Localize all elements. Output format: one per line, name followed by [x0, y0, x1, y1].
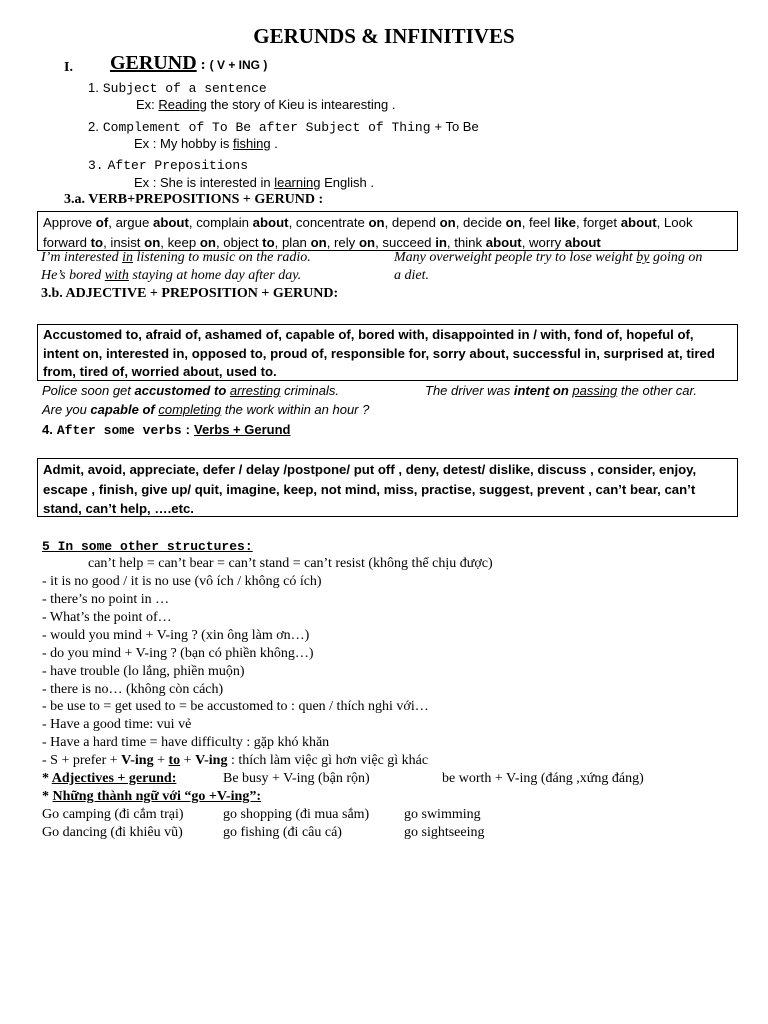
adjective-phrase: capable of [90, 402, 155, 417]
adjective-busy: Be busy + V-ing (bận rộn) [223, 771, 370, 786]
adjective-preposition-box: Accustomed to, afraid of, ashamed of, capable of, bored with, disappointed in / with, fond of, hopeful of, intent on, interested in, opposed to, proud of, responsible for, sorry about, successful in, surprised at, tired from, tired of, worried about, used to. [37, 324, 738, 381]
item-3-number: 3. [88, 158, 104, 173]
heading-4 [42, 421, 290, 439]
preposition: about [620, 215, 657, 230]
example-3a-2 [41, 268, 301, 284]
gerund: arresting [229, 383, 281, 398]
structure-line-7: - there is no… (không còn cách) [42, 682, 224, 697]
verbs-gerund-label: Verbs + Gerund [194, 422, 291, 437]
item-3 [88, 156, 248, 174]
adjective-phrase: on [549, 383, 569, 398]
preposition: about [485, 235, 522, 250]
heading-3b: 3.b. ADJECTIVE + PREPOSITION + GERUND: [41, 286, 339, 301]
verb-text: , complain [188, 215, 253, 230]
text: listening to music on the radio. [133, 250, 311, 265]
v-ing: V-ing [121, 753, 154, 768]
section-number: 4. [42, 422, 53, 437]
preposition: in [435, 235, 447, 250]
example-3a-3-cont: a diet. [394, 268, 429, 283]
preposition: about [564, 235, 601, 250]
v-ing: V-ing [195, 753, 228, 768]
example-gerund: Reading [158, 97, 207, 112]
idioms-heading [42, 789, 261, 805]
go-item: Go dancing (đi khiêu vũ) [42, 825, 183, 840]
structure-line-2: - there’s no point in … [42, 592, 170, 607]
preposition: to [90, 235, 104, 250]
example-rest: English . [324, 175, 374, 190]
preposition: on [144, 235, 161, 250]
gerund-heading: GERUND [110, 52, 197, 74]
preposition: on [439, 215, 456, 230]
structure-line-9: - Have a good time: vui vẻ [42, 717, 192, 732]
example-prefix: Ex : My hobby is [134, 136, 230, 151]
text: staying at home day after day. [128, 268, 302, 283]
verb-text: Approve [43, 215, 96, 230]
verbs-gerund-box: Admit, avoid, appreciate, defer / delay /postpone/ put off , deny, detest/ dislike, discuss , consider, enjoy, escape , finish, give up/ quit, imagine, keep, not mind, miss, practise, suggest, prevent , can’t bear, can’t stand, can’t help, ….etc. [37, 458, 738, 517]
colon: : [185, 422, 191, 437]
structure-line-10: - Have a hard time = have difficulty : gặp khó khăn [42, 735, 330, 750]
go-item: go fishing (đi câu cá) [223, 825, 342, 840]
preposition: like [553, 215, 576, 230]
verb-text: , decide [455, 215, 506, 230]
text: : thích làm việc gì hơn việc gì khác [227, 753, 429, 768]
structure-line-0: can’t help = can’t bear = can’t stand = can’t resist (không thể chịu được) [88, 556, 493, 571]
preposition: to [262, 235, 275, 250]
section-label: After some verbs [56, 423, 182, 438]
example-3a-1 [41, 250, 311, 266]
example-prefix: Ex: [136, 97, 155, 112]
example-gerund: fishing [233, 136, 271, 151]
preposition: on [368, 215, 385, 230]
preposition: of [95, 215, 109, 230]
preposition: on [199, 235, 216, 250]
preposition: with [104, 268, 129, 283]
bullet-star: * [42, 771, 52, 786]
verb-text: , concentrate [288, 215, 369, 230]
go-item: Go camping (đi cắm trại) [42, 807, 184, 822]
item-1-number: 1. [88, 80, 99, 95]
example-rest: . [274, 136, 278, 151]
section-heading-row [110, 52, 267, 75]
preposition: about [152, 215, 189, 230]
text: Are you [42, 402, 91, 417]
item-2-label-tail: + To Be [434, 119, 479, 134]
text: criminals. [280, 383, 339, 398]
structure-line-6: - have trouble (lo lắng, phiền muộn) [42, 664, 245, 679]
example-rest: the story of Kieu is intearesting . [210, 97, 396, 112]
item-2-number: 2. [88, 119, 99, 134]
structure-line-4: - would you mind + V-ing ? (xin ông làm ơn…) [42, 628, 310, 643]
heading-colon: : [200, 57, 206, 73]
adjectives-gerund-label: Adjectives + gerund: [51, 771, 177, 786]
verb-text: , argue [108, 215, 153, 230]
item-3-example [134, 175, 374, 190]
item-3-label: After Prepositions [107, 158, 249, 173]
item-2-label: Complement of To Be after Subject of Thing [102, 120, 431, 135]
text: Police soon get [42, 383, 135, 398]
verb-text: , Look forward [43, 215, 693, 250]
go-item: go swimming [404, 807, 481, 822]
text: I’m interested [41, 250, 123, 265]
example-prefix: Ex : She is interested in [134, 175, 271, 190]
preposition: about [252, 215, 289, 230]
bullet-star: * [42, 789, 53, 804]
verb-text: , insist [103, 235, 145, 250]
adjective-phrase: inten [513, 383, 545, 398]
verb-text: , feel [521, 215, 554, 230]
gerund: passing [572, 383, 618, 398]
verb-text: , forget [575, 215, 621, 230]
item-2-example [134, 136, 278, 151]
structure-line-3: - What’s the point of… [42, 610, 172, 625]
text: going on [649, 250, 703, 265]
to: to [168, 753, 181, 768]
preposition: on [505, 215, 522, 230]
text: Many overweight people try to lose weight [394, 250, 637, 265]
preposition: in [122, 250, 134, 265]
item-1 [88, 79, 267, 97]
preposition: by [636, 250, 650, 265]
heading-5: 5 In some other structures: [42, 539, 253, 554]
prefer-structure [42, 753, 428, 769]
verb-text: , plan [274, 235, 311, 250]
example-3b-2 [425, 383, 697, 398]
example-gerund: learning [274, 175, 321, 190]
text: - S + prefer + [42, 753, 122, 768]
text: + [180, 753, 196, 768]
verb-text: , succeed [375, 235, 436, 250]
page-title: GERUNDS & INFINITIVES [253, 24, 515, 48]
verb-text: , worry [521, 235, 565, 250]
verb-text: , object [215, 235, 263, 250]
verb-text: , rely [326, 235, 359, 250]
adjective-phrase: accustomed to [134, 383, 227, 398]
gerund: completing [158, 402, 222, 417]
item-2 [88, 118, 479, 136]
go-item: go shopping (đi mua sắm) [223, 807, 370, 822]
text: the other car. [617, 383, 697, 398]
example-3b-1 [42, 383, 339, 398]
adjective-phrase: t [544, 383, 550, 398]
verb-text: , depend [384, 215, 440, 230]
adjectives-gerund-row [42, 771, 176, 787]
item-1-example [136, 97, 395, 112]
example-3a-3 [394, 250, 702, 266]
structure-line-8: - be use to = get used to = be accustomed to : quen / thích nghi với… [42, 699, 429, 714]
verb-text: , think [446, 235, 486, 250]
example-3b-3 [42, 402, 369, 417]
section-numeral: I. [64, 60, 73, 75]
heading-3a: 3.a. VERB+PREPOSITIONS + GERUND : [64, 192, 324, 207]
text: the work within an hour ? [221, 402, 370, 417]
preposition: on [310, 235, 327, 250]
go-item: go sightseeing [404, 825, 485, 840]
preposition: on [358, 235, 376, 250]
gerund-form: ( V + ING ) [209, 58, 268, 72]
structure-line-5: - do you mind + V-ing ? (bạn có phiền không…) [42, 646, 314, 661]
idioms-label: Những thành ngữ với “go +V-ing”: [52, 789, 261, 804]
verb-text: , keep [160, 235, 200, 250]
adjective-worth: be worth + V-ing (đáng ,xứng đáng) [442, 771, 644, 786]
verb-preposition-box [37, 211, 738, 251]
text: He’s bored [41, 268, 105, 283]
item-1-label: Subject of a sentence [102, 81, 267, 96]
structure-line-1: - it is no good / it is no use (vô ích / không có ích) [42, 574, 322, 589]
text: + [153, 753, 169, 768]
text: The driver was [425, 383, 514, 398]
